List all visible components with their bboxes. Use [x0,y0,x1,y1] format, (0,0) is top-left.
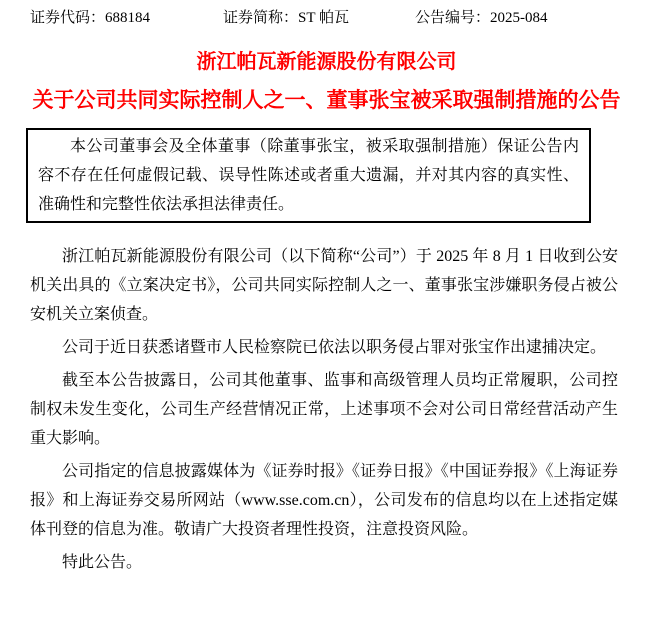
stock-code: 证券代码：688184 [30,10,151,26]
announcement-body [30,242,618,577]
company-title: 浙江帕瓦新能源股份有限公司 [196,51,457,73]
announcement-title: 关于公司共同实际控制人之一、董事张宝被采取强制措施的公告 [32,89,621,112]
stock-name: 证券简称：ST 帕瓦 [223,10,349,26]
board-statement-box [26,128,591,223]
board-statement-text: 本公司董事会及全体董事（除董事张宝，被采取强制措施）保证公告内容不存在任何虚假记载、误导性陈述或者重大遗漏，并对其内容的真实性、准确性和完整性依法承担法律责任。 [38,138,579,213]
announcement-number: 公告编号：2025-084 [415,10,548,26]
body-paragraph: 公司指定的信息披露媒体为《证券时报》《证券日报》《中国证券报》《上海证券报》和上海证券交易所网站（www.sse.com.cn），公司发布的信息均以在上述指定媒体刊登的信息为准。敬请广大投资者理性投资，注意投资风险。 [30,463,618,538]
body-paragraph: 浙江帕瓦新能源股份有限公司（以下简称“公司”）于 2025 年 8 月 1 日收到公安机关出具的《立案决定书》，公司共同实际控制人之一、董事张宝涉嫌职务侵占被公安机关立案侦查。 [30,248,618,323]
document-header [0,9,653,28]
body-paragraph-closing: 特此公告。 [62,554,143,571]
body-paragraph: 截至本公告披露日，公司其他董事、监事和高级管理人员均正常履职，公司控制权未发生变化，公司生产经营情况正常，上述事项不会对公司日常经营活动产生重大影响。 [30,372,618,447]
body-paragraph: 公司于近日获悉诸暨市人民检察院已依法以职务侵占罪对张宝作出逮捕决定。 [62,339,607,356]
